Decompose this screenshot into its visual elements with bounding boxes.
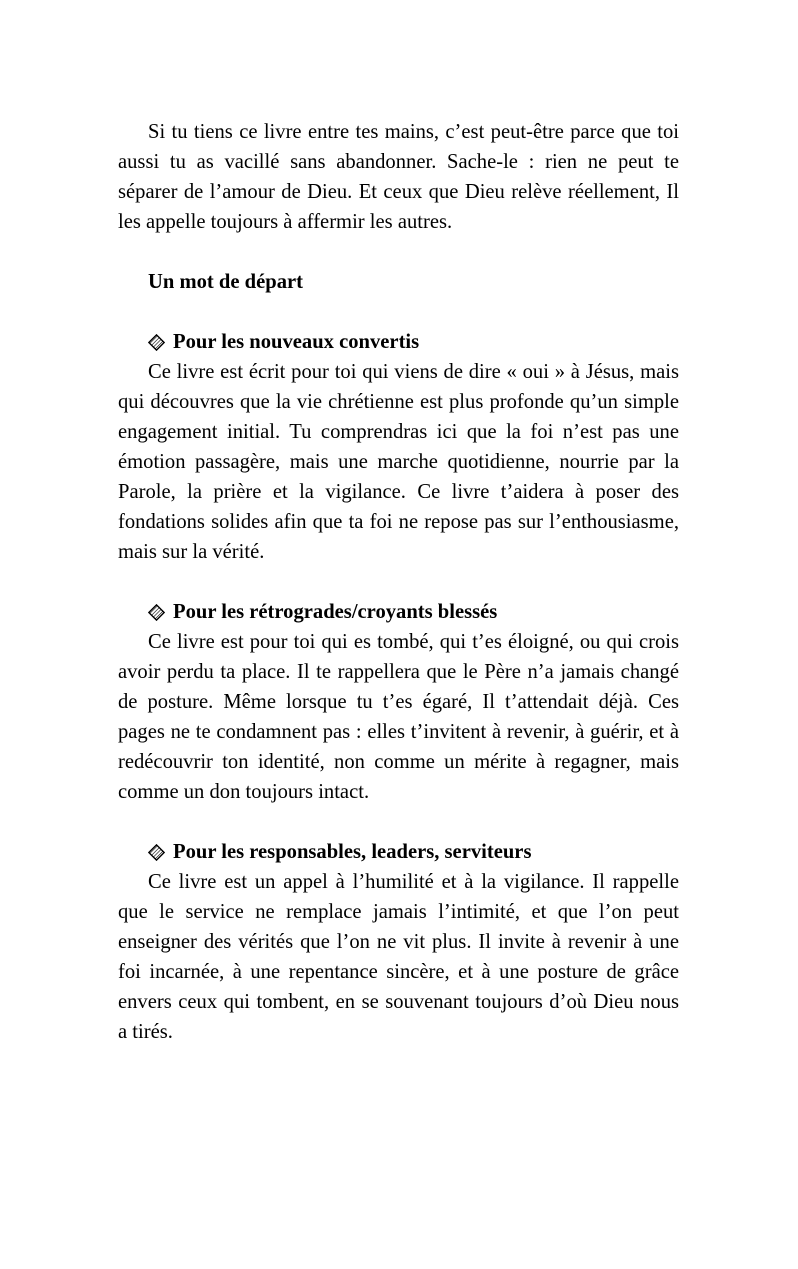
section-heading-new-converts	[118, 327, 679, 357]
spacer	[118, 237, 679, 267]
section-heading-text: Pour les responsables, leaders, serviteurs	[173, 841, 532, 863]
section-title	[118, 267, 679, 297]
section-heading-backsliders	[118, 597, 679, 627]
spacer	[118, 297, 679, 327]
section-body-leaders: Ce livre est un appel à l’humilité et à la vigilance. Il rappelle que le service ne remplace jamais l’intimité, et que l’on peut enseigner des vérités que l’on ne vit plus. Il invite à revenir à une foi incarnée, à une repentance sincère, et à une posture de grâce envers ceux qui tombent, en se souvenant toujours d’où Dieu nous a tirés.	[118, 871, 679, 1043]
diamond-bullet-icon	[148, 604, 165, 621]
spacer	[118, 807, 679, 837]
section-body-backsliders: Ce livre est pour toi qui es tombé, qui t’es éloigné, ou qui crois avoir perdu ta place. Il te rappellera que le Père n’a jamais changé de posture. Même lorsque tu t’es égaré, Il t’attendait déjà. Ces pages ne te condamnent pas : elles t’invitent à revenir, à guérir, et à redécouvrir ton identité, non comme un mérite à regagner, mais comme un don toujours intact.	[118, 631, 679, 803]
page-content	[118, 117, 679, 1047]
section-title-text: Un mot de départ	[148, 271, 304, 293]
section-body-new-converts: Ce livre est écrit pour toi qui viens de dire « oui » à Jésus, mais qui découvres que la vie chrétienne est plus profonde qu’un simple engagement initial. Tu comprendras ici que la foi n’est pas une émotion passagère, mais une marche quotidienne, nourrie par la Parole, la prière et la vigilance. Ce livre t’aidera à poser des fondations solides afin que ta foi ne repose pas sur l’enthousiasme, mais sur la vérité.	[118, 361, 679, 563]
spacer	[118, 567, 679, 597]
diamond-bullet-icon	[148, 844, 165, 861]
section-heading-leaders	[118, 837, 679, 867]
section-heading-text: Pour les rétrogrades/croyants blessés	[173, 601, 498, 623]
section-heading-text: Pour les nouveaux convertis	[173, 331, 420, 353]
intro-paragraph: Si tu tiens ce livre entre tes mains, c’est peut-être parce que toi aussi tu as vacillé sans abandonner. Sache-le : rien ne peut te séparer de l’amour de Dieu. Et ceux que Dieu relève réellement, Il les appelle toujours à affermir les autres.	[118, 121, 679, 233]
diamond-bullet-icon	[148, 334, 165, 351]
